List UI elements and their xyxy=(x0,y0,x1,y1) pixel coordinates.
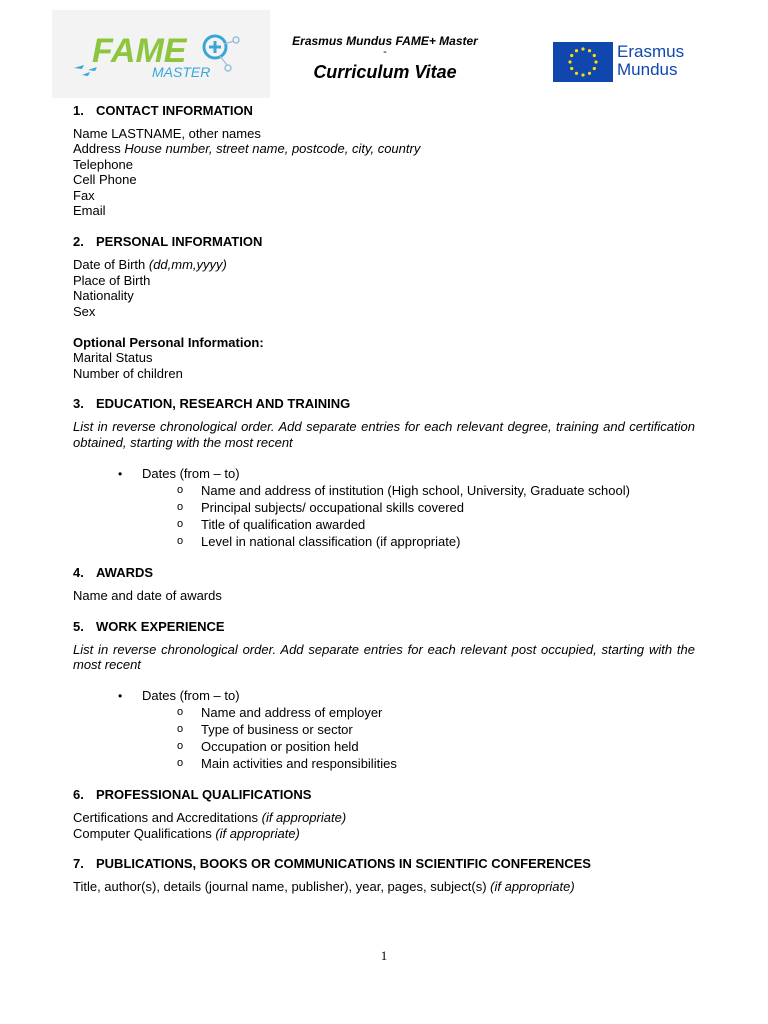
eu-flag-icon xyxy=(553,42,613,82)
cv-content xyxy=(73,103,695,895)
eu-star-icon xyxy=(594,60,597,63)
section-heading-education: 3. EDUCATION, RESEARCH AND TRAINING xyxy=(73,396,351,412)
contact-cell-phone: Cell Phone xyxy=(73,172,137,188)
eu-star-icon xyxy=(588,49,591,52)
svg-text:FAME: FAME xyxy=(92,32,187,70)
eu-star-icon xyxy=(581,47,584,50)
education-item: o Name and address of institution (High school, University, Graduate school) xyxy=(177,483,630,499)
contact-fax: Fax xyxy=(73,187,95,203)
personal-children: Number of children xyxy=(73,365,183,381)
eu-star-icon xyxy=(568,60,571,63)
eu-star-icon xyxy=(570,67,573,70)
personal-nationality: Nationality xyxy=(73,288,134,304)
erasmus-mundus-wordmark: Erasmus Mundus xyxy=(617,42,685,79)
svg-text:MASTER: MASTER xyxy=(152,64,211,80)
eu-star-icon xyxy=(588,72,591,75)
erasmus-mundus-logo xyxy=(553,40,703,84)
optional-personal-heading: Optional Personal Information: xyxy=(73,335,264,351)
work-dates-bullet: • Dates (from – to) xyxy=(118,688,240,704)
work-instructions: List in reverse chronological order. Add separate entries for each relevant post occupied, starting with the most recent xyxy=(73,641,695,672)
education-instructions: List in reverse chronological order. Add separate entries for each relevant degree, training and certification obtained, starting with the most recent xyxy=(73,419,695,450)
contact-name: Name LASTNAME, other names xyxy=(73,126,261,141)
personal-sex: Sex xyxy=(73,303,96,319)
document-header xyxy=(270,34,500,84)
work-item: o Name and address of employer xyxy=(177,705,383,721)
work-item: o Occupation or position held xyxy=(177,739,359,755)
education-item: o Title of qualification awarded xyxy=(177,517,366,533)
personal-marital-status: Marital Status xyxy=(73,350,153,366)
section-heading-work: 5. WORK EXPERIENCE xyxy=(73,618,225,634)
section-heading-publications: 7. PUBLICATIONS, BOOKS OR COMMUNICATIONS IN SCIENTIFIC CONFERENCES xyxy=(73,856,591,872)
qualification-certifications: Certifications and Accreditations (if appropriate) xyxy=(73,810,347,826)
eu-star-icon xyxy=(593,67,596,70)
education-item: o Principal subjects/ occupational skills covered xyxy=(177,500,465,516)
qualification-computer: Computer Qualifications (if appropriate) xyxy=(73,825,300,841)
eu-star-icon xyxy=(575,49,578,52)
contact-email: Email xyxy=(73,203,106,219)
publications-text: Title, author(s), details (journal name, publisher), year, pages, subject(s) (if appropriate) xyxy=(73,879,575,895)
eu-star-icon xyxy=(581,73,584,76)
education-item: o Level in national classification (if appropriate) xyxy=(177,534,461,550)
personal-place-of-birth: Place of Birth xyxy=(73,272,151,288)
work-item: o Type of business or sector xyxy=(177,722,353,738)
work-item: o Main activities and responsibilities xyxy=(177,756,397,772)
awards-text: Name and date of awards xyxy=(73,588,222,604)
header-dash: - xyxy=(383,46,387,58)
page-number: 1 xyxy=(380,948,388,963)
eu-star-icon xyxy=(593,54,596,57)
eu-star-icon xyxy=(575,72,578,75)
fame-master-logo xyxy=(52,10,270,98)
program-name: Erasmus Mundus FAME+ Master xyxy=(292,34,478,48)
section-heading-contact: 1. CONTACT INFORMATION xyxy=(73,103,253,118)
education-dates-bullet: • Dates (from – to) xyxy=(118,466,240,482)
personal-dob: Date of Birth (dd,mm,yyyy) xyxy=(73,257,227,273)
section-heading-qualifications: 6. PROFESSIONAL QUALIFICATIONS xyxy=(73,787,312,803)
section-heading-personal: 2. PERSONAL INFORMATION xyxy=(73,234,263,250)
contact-telephone: Telephone xyxy=(73,156,133,172)
contact-address: Address House number, street name, postcode, city, country xyxy=(73,141,421,157)
document-title: Curriculum Vitae xyxy=(313,62,457,82)
section-heading-awards: 4. AWARDS xyxy=(73,565,154,581)
eu-star-icon xyxy=(570,54,573,57)
